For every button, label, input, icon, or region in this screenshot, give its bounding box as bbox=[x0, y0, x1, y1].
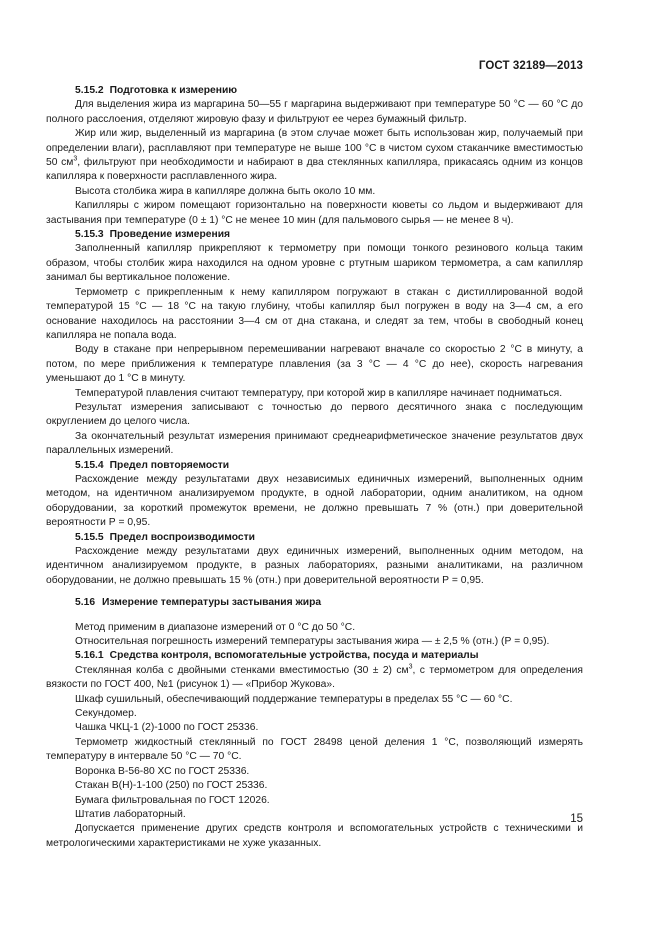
equipment-item: Штатив лабораторный. bbox=[75, 808, 186, 820]
paragraph: Температурой плавления считают температуру, при которой жир в капилляре начинает подниматься. bbox=[75, 387, 563, 399]
paragraph: За окончательный результат измерения принимают среднеарифметическое значение результатов двух параллельных измерений. bbox=[46, 430, 583, 457]
superscript: 3 bbox=[408, 663, 413, 671]
equipment-item: Шкаф сушильный, обеспечивающий поддержание температуры в пределах 55 °С — 60 °С. bbox=[75, 693, 513, 705]
paragraph: Высота столбика жира в капилляре должна быть около 10 мм. bbox=[75, 185, 376, 197]
subsection-heading-5-15-3 bbox=[46, 228, 583, 242]
section-number: 5.15.4 bbox=[75, 459, 104, 471]
paragraph: Термометр с прикрепленным к нему капилляром погружают в стакан с дистиллированной водой температурой 15 °С — 18 °С на такую глубину, чтобы капилляр был погружен в воду на 3—4 см, а его основание находилось на расстоянии 3—4 см от дна стакана, и следят за тем, чтобы в свободный конец капилляра не попала вода. bbox=[46, 286, 583, 341]
equipment-item: Бумага фильтровальная по ГОСТ 12026. bbox=[75, 794, 270, 806]
section-number: 5.15.2 bbox=[75, 85, 104, 96]
section-number: 5.15.5 bbox=[75, 531, 104, 543]
section-title: Измерение температуры застывания жира bbox=[102, 597, 322, 609]
text-run: , с термометром для определения вязкости по ГОСТ 400, №1 (рисунок 1) — «Прибор Жукова». bbox=[46, 664, 583, 691]
section-title: Предел воспроизводимости bbox=[109, 531, 255, 543]
equipment-item: Стакан В(Н)-1-100 (250) по ГОСТ 25336. bbox=[75, 780, 268, 792]
equipment-item: Чашка ЧКЦ-1 (2)-1000 по ГОСТ 25336. bbox=[75, 722, 259, 734]
equipment-item: Секундомер. bbox=[75, 708, 137, 720]
subsection-heading-5-15-4 bbox=[46, 459, 583, 473]
paragraph bbox=[46, 127, 583, 185]
section-title: Проведение измерения bbox=[109, 229, 231, 241]
equipment-item: Термометр жидкостный стеклянный по ГОСТ 28498 ценой деления 1 °С, позволяющий измерять температуру в интервале 50 °С — 70 °С. bbox=[46, 736, 583, 763]
page-content bbox=[46, 84, 583, 851]
superscript: 3 bbox=[73, 155, 78, 163]
text-run: Жир или жир, выделенный из маргарина (в этом случае может быть использован жир, получаемый при определении влаги), расплавляют при температуре не выше 100 °С в чистом сухом стаканчике вместимостью 50 см bbox=[46, 128, 583, 169]
paragraph: Расхождение между результатами двух независимых единичных измерений, выполненных одним методом, на идентичном анализируемом продукте, в одной лаборатории, одним аналитиком, на одном оборудовании, за короткий промежуток времени, не должно превышать 7 % (отн.) при доверительной вероятности Р = 0,95. bbox=[46, 473, 583, 529]
paragraph: Результат измерения записывают с точностью до первого десятичного знака с последующим округлением до целого числа. bbox=[46, 401, 583, 428]
subsection-heading-5-15-2 bbox=[46, 84, 583, 98]
equipment-item: Воронка В-56-80 ХС по ГОСТ 25336. bbox=[75, 765, 250, 777]
section-title: Подготовка к измерению bbox=[109, 85, 238, 96]
subsection-heading-5-16-1 bbox=[46, 649, 583, 663]
text-run: , фильтруют при необходимости и набирают в два стеклянных капилляра, прикасаясь одним из концов капилляра к поверхности расплавленного жира. bbox=[46, 157, 583, 183]
paragraph: Для выделения жира из маргарина 50—55 г маргарина выдерживают при температуре 50 °С — 60 °С до полного расслоения, отделяют жировую фазу и фильтруют ее через бумажный фильтр. bbox=[46, 99, 583, 125]
section-title: Средства контроля, вспомогательные устройства, посуда и материалы bbox=[109, 650, 479, 662]
paragraph: Заполненный капилляр прикрепляют к термометру при помощи тонкого резинового кольца таким образом, чтобы столбик жира находился на одном уровне с ртутным шариком термометра, а сам капилляр занимал бы вертикальное положение. bbox=[46, 243, 583, 284]
section-number: 5.15.3 bbox=[75, 229, 104, 241]
paragraph: Капилляры с жиром помещают горизонтально на поверхности кюветы со льдом и выдерживают для застывания при температуре (0 ± 1) °С не менее 10 мин (для пальмового сырья — не менее 8 ч). bbox=[46, 200, 583, 226]
text-run: Стеклянная колба с двойными стенками вместимостью (30 ± 2) см bbox=[75, 664, 409, 676]
equipment-item bbox=[46, 664, 583, 693]
subsection-heading-5-15-5 bbox=[46, 531, 583, 545]
section-number: 5.16 bbox=[75, 597, 96, 609]
section-number: 5.16.1 bbox=[75, 650, 104, 662]
paragraph: Допускается применение других средств контроля и вспомогательных устройств с техническими и метрологическими характеристиками не хуже указанных. bbox=[46, 823, 583, 849]
paragraph: Воду в стакане при непрерывном перемешивании нагревают вначале со скоростью 2 °С в минуту, а потом, по мере приближения к температуре плавления (за 3 °С — 4 °С до нее), скорость нагревания уменьшают до 1 °С в минуту. bbox=[46, 344, 583, 385]
paragraph: Относительная погрешность измерений температуры застывания жира — ± 2,5 % (отн.) (Р = 0,95). bbox=[75, 636, 550, 648]
paragraph: Метод применим в диапазоне измерений от 0 °С до 50 °С. bbox=[75, 621, 356, 633]
section-title: Предел повторяемости bbox=[109, 459, 230, 471]
standard-number: ГОСТ 32189—2013 bbox=[478, 60, 583, 72]
section-heading-5-16 bbox=[46, 596, 583, 610]
page-number: 15 bbox=[570, 813, 583, 825]
paragraph: Расхождение между результатами двух единичных измерений, выполненных одним методом, на идентичном анализируемом продукте, в разных лабораториях, разными аналитиками, на различном оборудовании, не должно превышать 15 % (отн.) при доверительной вероятности Р = 0,95. bbox=[46, 546, 583, 586]
